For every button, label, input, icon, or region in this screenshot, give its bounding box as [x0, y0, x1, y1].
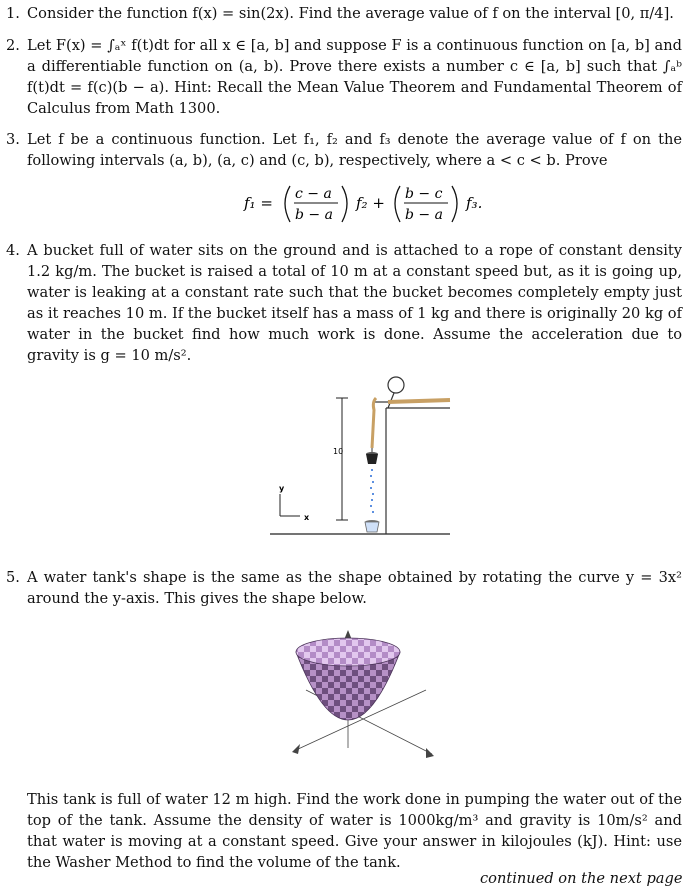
bucket-raised	[366, 454, 378, 464]
person-head	[388, 377, 404, 393]
problem-2	[6, 35, 682, 119]
formula-f3: f₃.	[466, 194, 483, 212]
problem-number: 3.	[6, 131, 20, 148]
water-drops	[370, 469, 374, 513]
axis-y-label: y	[279, 484, 285, 493]
problem-text: Consider the function f(x) = sin(2x). Find the average value of f on the interval [0, π/4].	[27, 5, 674, 22]
problem-number: 5.	[6, 569, 20, 586]
tank-figure	[286, 628, 440, 762]
bucket-ground	[365, 522, 379, 532]
fraction-1-numerator: c − a	[295, 186, 332, 202]
fraction-1-denominator: b − a	[295, 207, 333, 223]
paraboloid-rim	[296, 638, 400, 666]
problem-text: A water tank's shape is the same as the shape obtained by rotating the curve y = 3x² around the y-axis. This gives the shape below.	[27, 569, 682, 607]
problem-text: This tank is full of water 12 m high. Find the work done in pumping the water out of the top of the tank. Assume the density of water is 1000kg/m³ and gravity is 10m/s² and that water is moving at a constant speed. Give your answer in kilojoules (kJ). Hint: use the Washer Method to find the volume of the tank.	[27, 791, 682, 871]
problem-number: 4.	[6, 242, 20, 259]
bucket-figure	[260, 372, 460, 540]
height-label: 10	[333, 447, 344, 456]
problem-5	[6, 567, 682, 609]
average-value-formula	[200, 178, 500, 228]
problem-4	[6, 240, 682, 366]
problem-number: 2.	[6, 37, 20, 54]
rope	[372, 398, 376, 448]
formula-f2: f₂ +	[356, 194, 385, 212]
continued-footer: continued on the next page	[480, 870, 683, 887]
formula-lhs: f₁ =	[244, 194, 273, 212]
fraction-2-numerator: b − c	[405, 186, 443, 202]
problem-5-followup	[6, 789, 682, 873]
fraction-2-denominator: b − a	[405, 207, 443, 223]
problem-text: Let f be a continuous function. Let f₁, f₂ and f₃ denote the average value of f on the following intervals (a, b), (a, c) and (c, b), respectively, where a < c < b. Prove	[27, 131, 682, 169]
problem-text: A bucket full of water sits on the ground and is attached to a rope of constant density 1.2 kg/m. The bucket is raised a total of 10 m at a constant speed but, as it is going up, water is leaking at a constant rate such that the bucket becomes completely empty just as it reaches 10 m. If the bucket itself has a mass of 1 kg and there is originally 20 kg of water in the bucket find how much work is done. Assume the acceleration due to gravity is g = 10 m/s².	[27, 242, 682, 364]
person-arm	[388, 400, 450, 402]
problem-3	[6, 129, 682, 171]
problem-1	[6, 3, 682, 24]
axis-x-label: x	[304, 513, 310, 522]
problem-number: 1.	[6, 5, 20, 22]
problem-text: Let F(x) = ∫ₐˣ f(t)dt for all x ∈ [a, b] and suppose F is a continuous function on [a, b] and a differentiable function on (a, b). Prove there exists a number c ∈ [a, b] such that ∫ₐᵇ f(t)dt = f(c)(b − a). Hint: Recall the Mean Value Theorem and Fundamental Theorem of Calculus from Math 1300.	[27, 37, 682, 117]
